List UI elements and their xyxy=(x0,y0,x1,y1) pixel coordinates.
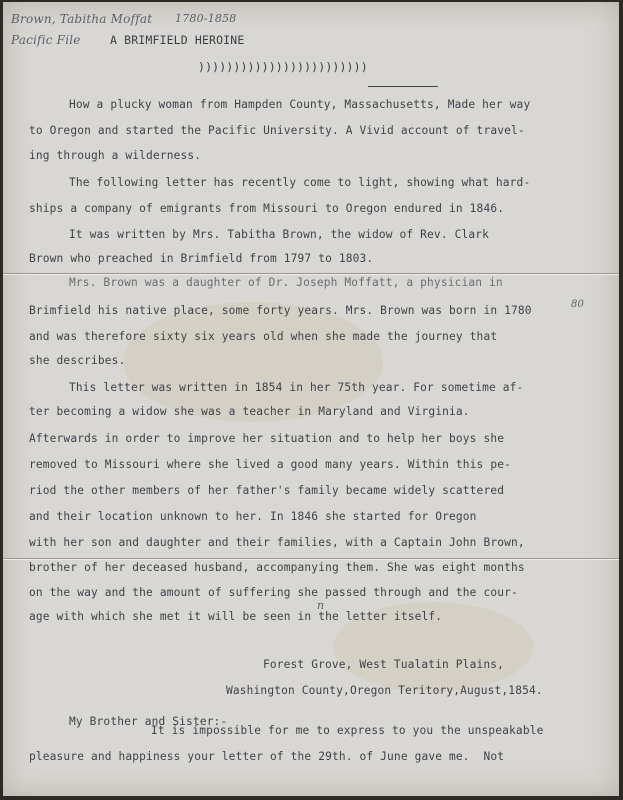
paper-stain xyxy=(123,302,383,422)
underline-mark xyxy=(368,86,438,87)
body-line: with her son and daughter and their families, with a Captain John Brown, xyxy=(29,536,525,549)
body-line: Brimfield his native place, some forty years. Mrs. Brown was born in 1780 xyxy=(29,304,532,317)
body-line: ter becoming a widow she was a teacher in Maryland and Virginia. xyxy=(29,405,470,418)
handwritten-name: Brown, Tabitha Moffat xyxy=(11,12,153,26)
body-line: Brown who preached in Brimfield from 1797 to 1803. xyxy=(29,252,374,265)
page-title: A BRIMFIELD HEROINE xyxy=(110,33,245,47)
title-divider: )))))))))))))))))))))))) xyxy=(198,60,368,74)
letter-place: Forest Grove, West Tualatin Plains, xyxy=(263,658,504,671)
body-line: Mrs. Brown was a daughter of Dr. Joseph Moffatt, a physician in xyxy=(69,276,503,289)
handwritten-insert: n xyxy=(317,599,325,612)
letter-line: It is impossible for me to express to you the unspeakable xyxy=(151,724,544,737)
body-line: brother of her deceased husband, accompanying them. She was eight months xyxy=(29,561,525,574)
handwritten-years: 1780-1858 xyxy=(175,12,237,25)
body-line: to Oregon and started the Pacific University. A Vivid account of travel- xyxy=(29,124,525,137)
body-line: Afterwards in order to improve her situation and to help her boys she xyxy=(29,432,505,445)
letter-salutation: My Brother and Sister:- xyxy=(69,715,228,728)
handwritten-file-label: Pacific File xyxy=(11,33,81,47)
body-line: removed to Missouri where she lived a good many years. Within this pe- xyxy=(29,458,511,471)
body-line: ing through a wilderness. xyxy=(29,149,202,162)
paper-fold-line xyxy=(3,273,619,275)
handwritten-correction: 80 xyxy=(571,299,585,310)
body-line: and their location unknown to her. In 1846 she started for Oregon xyxy=(29,510,477,523)
document-page xyxy=(3,2,619,796)
paper-fold-line xyxy=(3,558,619,560)
body-line: It was written by Mrs. Tabitha Brown, the widow of Rev. Clark xyxy=(69,228,490,241)
body-line: This letter was written in 1854 in her 75th year. For sometime af- xyxy=(69,381,524,394)
letter-date: Washington County,Oregon Teritory,August,1854. xyxy=(226,684,543,697)
body-line: age with which she met it will be seen in the letter itself. xyxy=(29,610,443,623)
body-line: How a plucky woman from Hampden County, Massachusetts, Made her way xyxy=(69,98,531,111)
body-line: on the way and the amount of suffering she passed through and the cour- xyxy=(29,586,518,599)
letter-line: pleasure and happiness your letter of the 29th. of June gave me. Not xyxy=(29,750,505,763)
body-line: and was therefore sixty six years old when she made the journey that xyxy=(29,330,498,343)
body-line: riod the other members of her father's family became widely scattered xyxy=(29,484,505,497)
body-line: ships a company of emigrants from Missouri to Oregon endured in 1846. xyxy=(29,202,505,215)
body-line: The following letter has recently come to light, showing what hard- xyxy=(69,176,531,189)
body-line: she describes. xyxy=(29,354,126,367)
